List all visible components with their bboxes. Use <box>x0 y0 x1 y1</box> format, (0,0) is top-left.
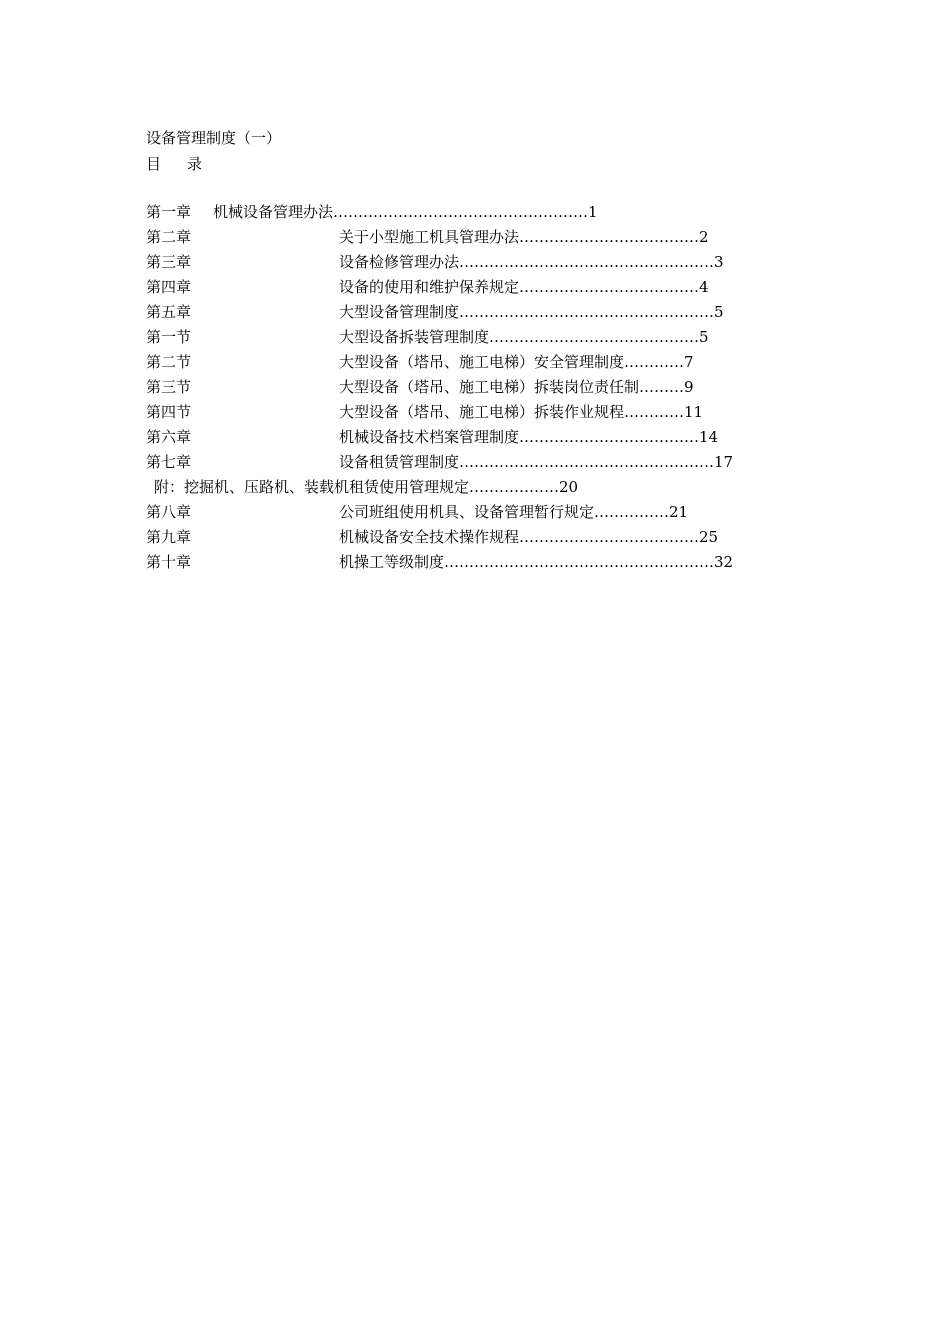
toc-chapter-label: 第八章 <box>146 503 192 521</box>
toc-entry-title: 设备租赁管理制度 <box>339 453 460 471</box>
document-title: 设备管理制度（一） <box>146 129 282 147</box>
toc-leader-dots: ……………………………… <box>519 528 700 546</box>
toc-entry <box>0 452 950 472</box>
toc-chapter-label: 第七章 <box>146 453 192 471</box>
toc-leader-dots: …………………………………………… <box>333 203 589 221</box>
toc-entry-text <box>339 502 688 522</box>
toc-entry <box>0 527 950 547</box>
toc-page-number: 32 <box>714 553 734 571</box>
toc-chapter-label: 第一节 <box>146 328 192 346</box>
toc-page-number: 1 <box>588 203 598 221</box>
toc-leader-dots: ……… <box>639 378 685 396</box>
toc-leader-dots: …………………………………………… <box>459 253 715 271</box>
toc-entry-title: 机操工等级制度 <box>339 553 445 571</box>
toc-leader-dots: …………………………………………… <box>459 453 715 471</box>
toc-entry <box>0 302 950 322</box>
toc-page-number: 20 <box>559 478 579 496</box>
toc-chapter-label: 第四章 <box>146 278 192 296</box>
toc-page-number: 21 <box>669 503 689 521</box>
toc-chapter-label: 第六章 <box>146 428 192 446</box>
toc-heading-left: 目 <box>146 155 162 173</box>
toc-chapter-label: 第九章 <box>146 528 192 546</box>
toc-entry-title: 设备检修管理办法 <box>339 253 460 271</box>
toc-leader-dots: …………………………………………… <box>459 303 715 321</box>
toc-entry <box>0 327 950 347</box>
toc-page-number: 25 <box>699 528 719 546</box>
toc-entry-title: 大型设备管理制度 <box>339 303 460 321</box>
toc-chapter-label: 第二节 <box>146 353 192 371</box>
toc-page-number: 5 <box>714 303 724 321</box>
toc-page-number: 4 <box>699 278 709 296</box>
toc-leader-dots: ……………………………… <box>519 428 700 446</box>
toc-chapter-label: 第一章 <box>146 203 192 221</box>
toc-entry-text <box>339 427 718 447</box>
toc-entry-title: 机械设备技术档案管理制度 <box>339 428 520 446</box>
toc-chapter-label: 第三节 <box>146 378 192 396</box>
toc-entry-title: 关于小型施工机具管理办法 <box>339 228 520 246</box>
toc-chapter-label: 第三章 <box>146 253 192 271</box>
toc-entry <box>0 552 950 572</box>
toc-entry-text <box>339 352 694 372</box>
toc-entry <box>0 277 950 297</box>
toc-entry-text <box>339 227 709 247</box>
toc-entry-title: 设备的使用和维护保养规定 <box>339 278 520 296</box>
toc-entry-title: 大型设备（塔吊、施工电梯）拆装作业规程 <box>339 403 625 421</box>
toc-entry-title: 公司班组使用机具、设备管理暂行规定 <box>339 503 595 521</box>
toc-page-number: 2 <box>699 228 709 246</box>
toc-entry <box>0 377 950 397</box>
toc-entry <box>0 252 950 272</box>
toc-entry-text <box>339 277 709 297</box>
toc-entry-title: 附：挖掘机、压路机、装载机租赁使用管理规定 <box>154 478 470 496</box>
toc-leader-dots: ……………………………………………… <box>444 553 715 571</box>
toc-entry <box>0 427 950 447</box>
toc-leader-dots: …………………………………… <box>489 328 700 346</box>
toc-entry-text <box>339 452 733 472</box>
toc-chapter-label: 第五章 <box>146 303 192 321</box>
toc-entry-text <box>154 477 578 497</box>
toc-chapter-label: 第十章 <box>146 553 192 571</box>
toc-leader-dots: ……………………………… <box>519 278 700 296</box>
toc-page-number: 9 <box>684 378 694 396</box>
toc-entry-text <box>339 252 724 272</box>
toc-entry-text <box>339 327 709 347</box>
toc-entry-title: 大型设备（塔吊、施工电梯）安全管理制度 <box>339 353 625 371</box>
toc-leader-dots: ……………………………… <box>519 228 700 246</box>
toc-chapter-label: 第二章 <box>146 228 192 246</box>
toc-page-number: 3 <box>714 253 724 271</box>
table-of-contents <box>0 0 950 600</box>
toc-entry <box>0 202 950 222</box>
toc-entry-text <box>339 302 724 322</box>
toc-entry-text <box>339 527 718 547</box>
toc-entry-text <box>213 202 598 222</box>
toc-page-number: 14 <box>699 428 719 446</box>
toc-leader-dots: …………… <box>594 503 670 521</box>
toc-page-number: 17 <box>714 453 734 471</box>
toc-entry <box>0 502 950 522</box>
toc-entry-text <box>339 402 703 422</box>
toc-leader-dots: ………… <box>624 403 685 421</box>
toc-entry-title: 大型设备（塔吊、施工电梯）拆装岗位责任制 <box>339 378 640 396</box>
toc-entry <box>0 227 950 247</box>
toc-entry <box>0 352 950 372</box>
toc-entry <box>0 477 950 497</box>
toc-entry-text <box>339 552 733 572</box>
toc-entry <box>0 402 950 422</box>
toc-entry-title: 机械设备管理办法 <box>213 203 334 221</box>
toc-leader-dots: ………… <box>624 353 685 371</box>
toc-entry-text <box>339 377 694 397</box>
toc-leader-dots: ……………… <box>469 478 560 496</box>
toc-page-number: 11 <box>684 403 704 421</box>
toc-chapter-label: 第四节 <box>146 403 192 421</box>
toc-heading-right: 录 <box>187 155 203 173</box>
toc-entry-title: 机械设备安全技术操作规程 <box>339 528 520 546</box>
toc-entry-title: 大型设备拆装管理制度 <box>339 328 490 346</box>
toc-page-number: 5 <box>699 328 709 346</box>
toc-page-number: 7 <box>684 353 694 371</box>
